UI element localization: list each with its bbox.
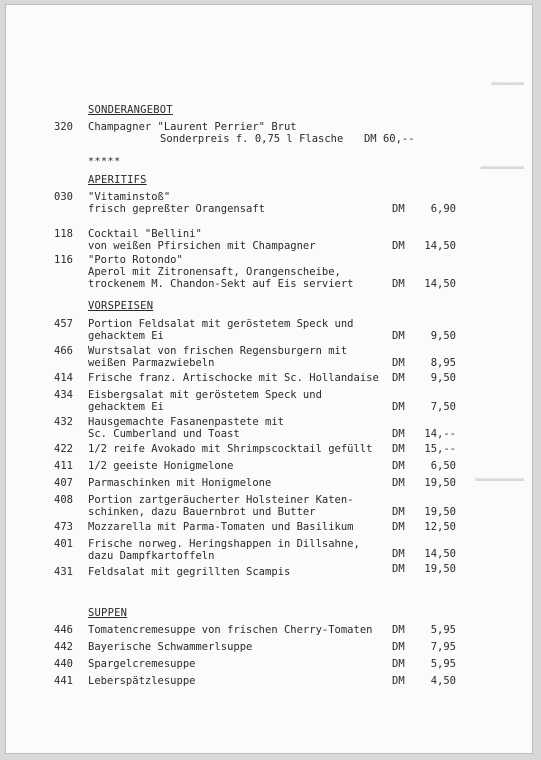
special-price-label: Sonderpreis f. 0,75 l Flasche	[160, 133, 344, 145]
section-heading-suppen: SUPPEN	[88, 607, 128, 619]
item-number: 432	[54, 416, 73, 428]
item-number: 466	[54, 345, 73, 357]
item-price: DM 14,--	[392, 428, 456, 440]
item-price: DM 19,50	[392, 563, 456, 575]
item-number: 401	[54, 538, 73, 550]
item-price: DM 6,50	[392, 460, 456, 472]
item-number: 441	[54, 675, 73, 687]
item-description: Cocktail "Bellini" von weißen Pfirsichen mit Champagner	[88, 228, 316, 252]
item-number: 118	[54, 228, 73, 240]
item-description: Bayerische Schwammerlsuppe	[88, 641, 253, 653]
item-description: Eisbergsalat mit geröstetem Speck und gehacktem Ei	[88, 389, 322, 413]
bleed-through-mark: ▬▬▬▬▬▬	[491, 79, 524, 89]
item-price: DM 15,--	[392, 443, 456, 455]
item-description: Portion Feldsalat mit geröstetem Speck und gehacktem Ei	[88, 318, 354, 342]
item-number: 422	[54, 443, 73, 455]
menu-content	[6, 5, 534, 755]
item-description: Portion zartgeräucherter Holsteiner Katen- schinken, dazu Bauernbrot und Butter	[88, 494, 354, 518]
item-description: Mozzarella mit Parma-Tomaten und Basilikum	[88, 521, 354, 533]
item-number: 408	[54, 494, 73, 506]
item-number: 473	[54, 521, 73, 533]
item-price: DM 6,90	[392, 203, 456, 215]
bleed-through-mark: ▬▬▬▬▬▬▬▬	[480, 163, 524, 173]
item-price: DM 8,95	[392, 357, 456, 369]
item-description: Parmaschinken mit Honigmelone	[88, 477, 272, 489]
item-price: DM 7,95	[392, 641, 456, 653]
item-price: DM 19,50	[392, 506, 456, 518]
item-price: DM 12,50	[392, 521, 456, 533]
item-description: 1/2 geeiste Honigmelone	[88, 460, 234, 472]
item-description: Feldsalat mit gegrillten Scampis	[88, 566, 291, 578]
item-number: 442	[54, 641, 73, 653]
item-number: 414	[54, 372, 73, 384]
item-description: "Porto Rotondo" Aperol mit Zitronensaft, Orangenscheibe, trockenem M. Chandon-Sekt auf Eis serviert	[88, 254, 354, 290]
section-heading-vorspeisen: VORSPEISEN	[88, 300, 154, 312]
item-number: 434	[54, 389, 73, 401]
item-price: DM 9,50	[392, 372, 456, 384]
item-description: "Vitaminstoß" frisch gepreßter Orangensaft	[88, 191, 266, 215]
item-number: 411	[54, 460, 73, 472]
item-description: 1/2 reife Avokado mit Shrimpscocktail gefüllt	[88, 443, 373, 455]
item-price: 60,--	[382, 133, 415, 145]
item-description: Wurstsalat von frischen Regensburgern mit weißen Parmazwiebeln	[88, 345, 348, 369]
item-number: 431	[54, 566, 73, 578]
item-description: Frische franz. Artischocke mit Sc. Hollandaise	[88, 372, 379, 384]
item-price: DM 5,95	[392, 658, 456, 670]
item-price: DM 19,50	[392, 477, 456, 489]
item-description: Hausgemachte Fasanenpastete mit Sc. Cumberland und Toast	[88, 416, 284, 440]
menu-page	[5, 4, 533, 754]
item-price: DM 14,50	[392, 240, 456, 252]
separator-stars: *****	[88, 156, 121, 167]
item-price: DM 7,50	[392, 401, 456, 413]
item-number: 030	[54, 191, 73, 203]
item-description: Tomatencremesuppe von frischen Cherry-Tomaten	[88, 624, 373, 636]
item-price: DM 4,50	[392, 675, 456, 687]
item-description: Spargelcremesuppe	[88, 658, 196, 670]
section-heading-sonderangebot: SONDERANGEBOT	[88, 104, 173, 116]
item-price: DM 5,95	[392, 624, 456, 636]
item-currency: DM	[363, 133, 377, 145]
bleed-through-mark: ▬▬▬▬▬▬▬▬▬	[475, 475, 524, 485]
item-description: Leberspätzlesuppe	[88, 675, 196, 687]
item-number: 407	[54, 477, 73, 489]
item-number: 440	[54, 658, 73, 670]
section-heading-aperitifs: APERITIFS	[88, 174, 147, 186]
item-price: DM 14,50	[392, 278, 456, 290]
item-description: Champagner "Laurent Perrier" Brut Sonderpreis f. 0,75 l Flasche DM 60,--	[88, 121, 415, 145]
item-price: DM 14,50	[392, 548, 456, 560]
item-number: 116	[54, 254, 73, 266]
item-number: 457	[54, 318, 73, 330]
item-price: DM 9,50	[392, 330, 456, 342]
item-number: 320	[54, 121, 73, 133]
item-description: Frische norweg. Heringshappen in Dillsahne, dazu Dampfkartoffeln	[88, 538, 360, 562]
item-number: 446	[54, 624, 73, 636]
